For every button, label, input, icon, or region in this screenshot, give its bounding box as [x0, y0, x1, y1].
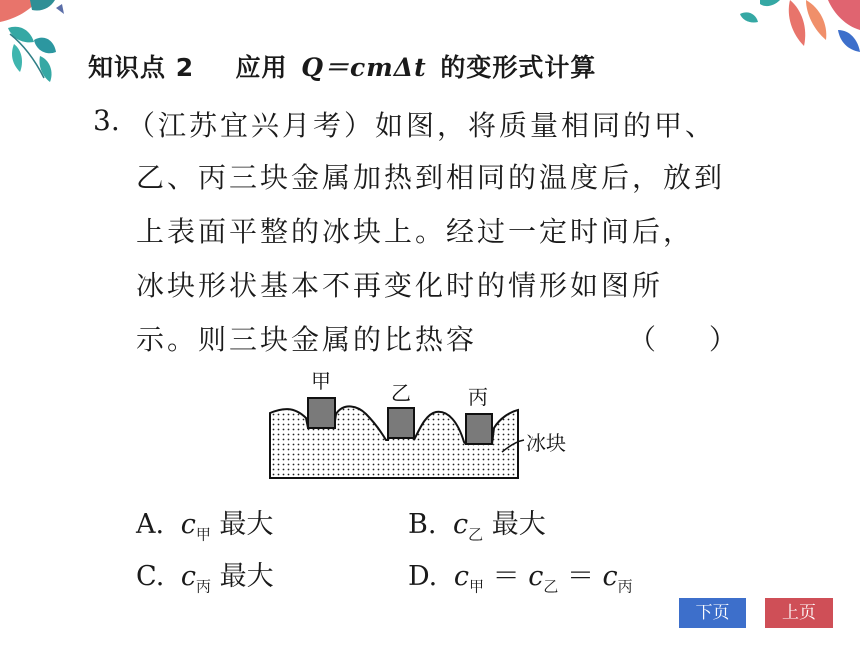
metal-block-yi: [388, 408, 414, 438]
option-d[interactable]: D. $c_甲 = c_乙 = c_丙$: [408, 561, 633, 596]
section-title-prefix: 知识点 2: [88, 53, 195, 82]
section-title-mid: 应用: [235, 53, 288, 82]
question-line-2: 乙、丙三块金属加热到相同的温度后，放到: [136, 161, 726, 194]
option-c[interactable]: C. $c_丙$ 最大: [136, 561, 274, 596]
option-b-text: 最大: [491, 509, 546, 540]
previous-page-button[interactable]: 上页: [765, 598, 833, 628]
label-jia: 甲: [311, 369, 331, 393]
option-d-letter: D.: [408, 561, 438, 592]
metal-block-bing: [466, 414, 492, 444]
section-formula: Q＝cmΔt: [301, 53, 427, 82]
section-title: [88, 48, 596, 84]
question-line-3: 上表面平整的冰块上。经过一定时间后，: [136, 215, 695, 248]
next-page-button[interactable]: 下页: [679, 598, 746, 628]
label-ice: 冰块: [526, 431, 566, 455]
question-line-5: 示。则三块金属的比热容: [136, 323, 478, 356]
question-number: 3.: [93, 104, 120, 137]
option-d-equals-2: ＝: [566, 561, 594, 592]
option-d-subscript-3: 丙: [617, 577, 633, 596]
label-yi: 乙: [391, 381, 411, 405]
metal-block-jia: [308, 398, 335, 428]
top-left-leaves-decoration: [0, 0, 90, 90]
option-d-subscript-2: 乙: [543, 577, 559, 596]
label-bing: 丙: [468, 385, 488, 409]
option-b-letter: B.: [408, 509, 437, 540]
option-a-letter: A.: [136, 509, 165, 540]
question-line-1: （江苏宜兴月考）如图，将质量相同的甲、: [127, 109, 717, 142]
option-a-text: 最大: [219, 509, 274, 540]
option-c-subscript: 丙: [196, 577, 212, 596]
answer-bracket: （ ）: [628, 323, 759, 356]
question-line-4: 冰块形状基本不再变化时的情形如图所: [136, 269, 664, 302]
top-right-leaves-decoration: [730, 0, 860, 60]
option-c-letter: C.: [136, 561, 165, 592]
option-b-subscript: 乙: [468, 525, 484, 544]
option-b[interactable]: B. $c_乙$ 最大: [408, 509, 546, 544]
ice-block-figure: [262, 368, 592, 484]
option-d-equals-1: ＝: [492, 561, 520, 592]
option-a[interactable]: A. $c_甲$ 最大: [136, 509, 274, 544]
option-d-subscript-1: 甲: [469, 577, 485, 596]
option-a-subscript: 甲: [195, 525, 211, 544]
option-c-text: 最大: [219, 561, 274, 592]
section-title-suffix: 的变形式计算: [440, 53, 597, 82]
